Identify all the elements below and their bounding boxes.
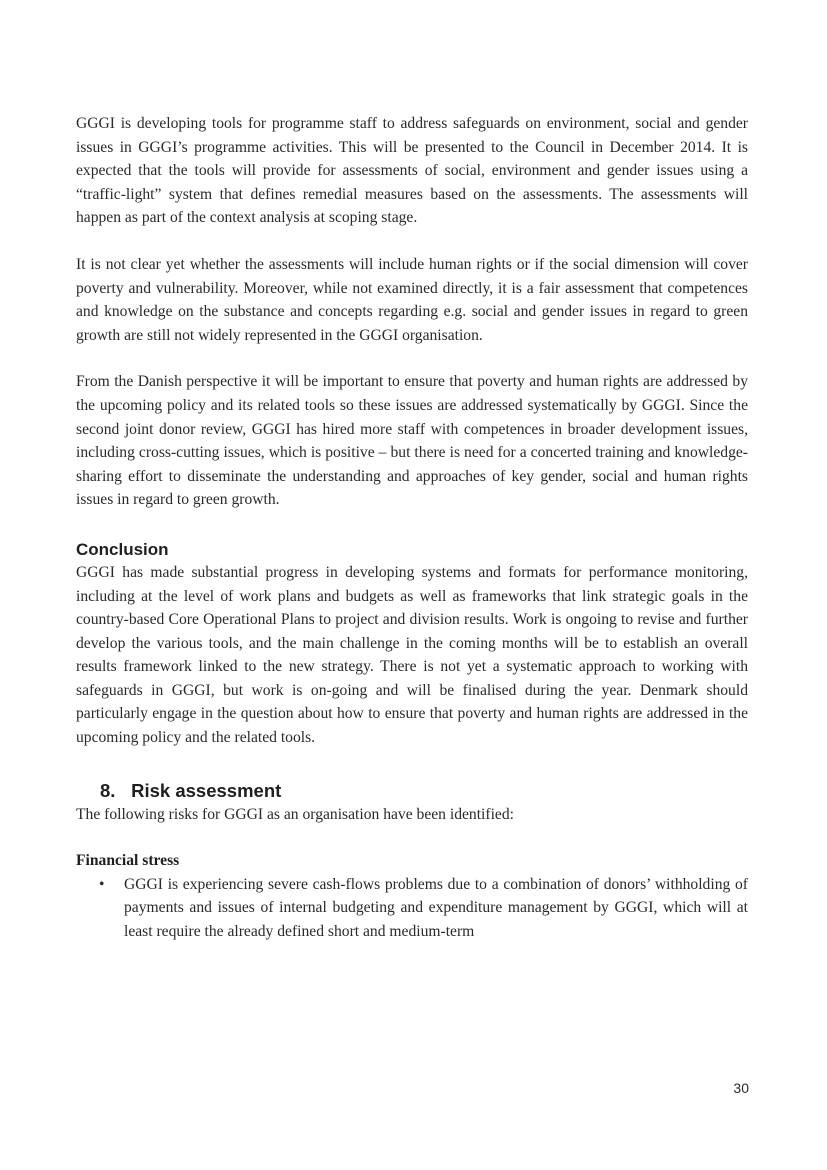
section-title: Risk assessment xyxy=(131,779,282,801)
risk-assessment-heading xyxy=(100,779,748,803)
risk-bullet-list xyxy=(76,873,748,944)
bullet-icon: • xyxy=(99,875,105,893)
risk-intro: The following risks for GGGI as an organisation have been identified: xyxy=(76,805,514,823)
section-number: 8. xyxy=(100,779,116,801)
page-number: 30 xyxy=(733,1080,749,1096)
financial-stress-subheading: Financial stress xyxy=(76,852,180,870)
paragraph-safeguards-tools: GGGI is developing tools for programme staff to address safeguards on environment, social and gender issues in GGGI’s programme activities. This will be presented to the Council in December 2014. It is expected that the tools will provide for assessments of social, environment and gender issues using a “traffic-light” system that defines remedial measures based on the assessments. The assessments will happen as part of the context analysis at scoping stage. xyxy=(76,115,748,227)
conclusion-heading: Conclusion xyxy=(76,539,169,559)
conclusion-text: GGGI has made substantial progress in developing systems and formats for performance monitoring, including at the level of work plans and budgets as well as frameworks that link strategic goals in the country-based Core Operational Plans to project and division results. Work is ongoing to revise and further develop the various tools, and the main challenge in the coming months will be to establish an overall results framework linked to the new strategy. There is not yet a systematic approach to working with safeguards in GGGI, but work is on-going and will be finalised during the year. Denmark should particularly engage in the question about how to ensure that poverty and human rights are addressed in the upcoming policy and the related tools. xyxy=(76,563,748,747)
paragraph-assessments-scope: It is not clear yet whether the assessments will include human rights or if the social dimension will cover poverty and vulnerability. Moreover, while not examined directly, it is a fair assessment that competences and knowledge on the substance and concepts regarding e.g. social and gender issues in regard to green growth are still not widely represented in the GGGI organisation. xyxy=(76,255,748,344)
list-item xyxy=(76,873,748,944)
bullet-text: GGGI is experiencing severe cash-flows problems due to a combination of donors’ withholding of payments and issues of internal budgeting and expenditure management by GGGI, which will at least require the already defined short and medium-term xyxy=(124,875,748,941)
document-page xyxy=(76,112,748,944)
paragraph-danish-perspective: From the Danish perspective it will be important to ensure that poverty and human rights are addressed by the upcoming policy and its related tools so these issues are addressed systematically by GGGI. Since the second joint donor review, GGGI has hired more staff with competences in broader development issues, including cross-cutting issues, which is positive – but there is need for a concerted training and knowledge-sharing effort to disseminate the understanding and approaches of key gender, social and human rights issues in regard to green growth. xyxy=(76,373,748,509)
